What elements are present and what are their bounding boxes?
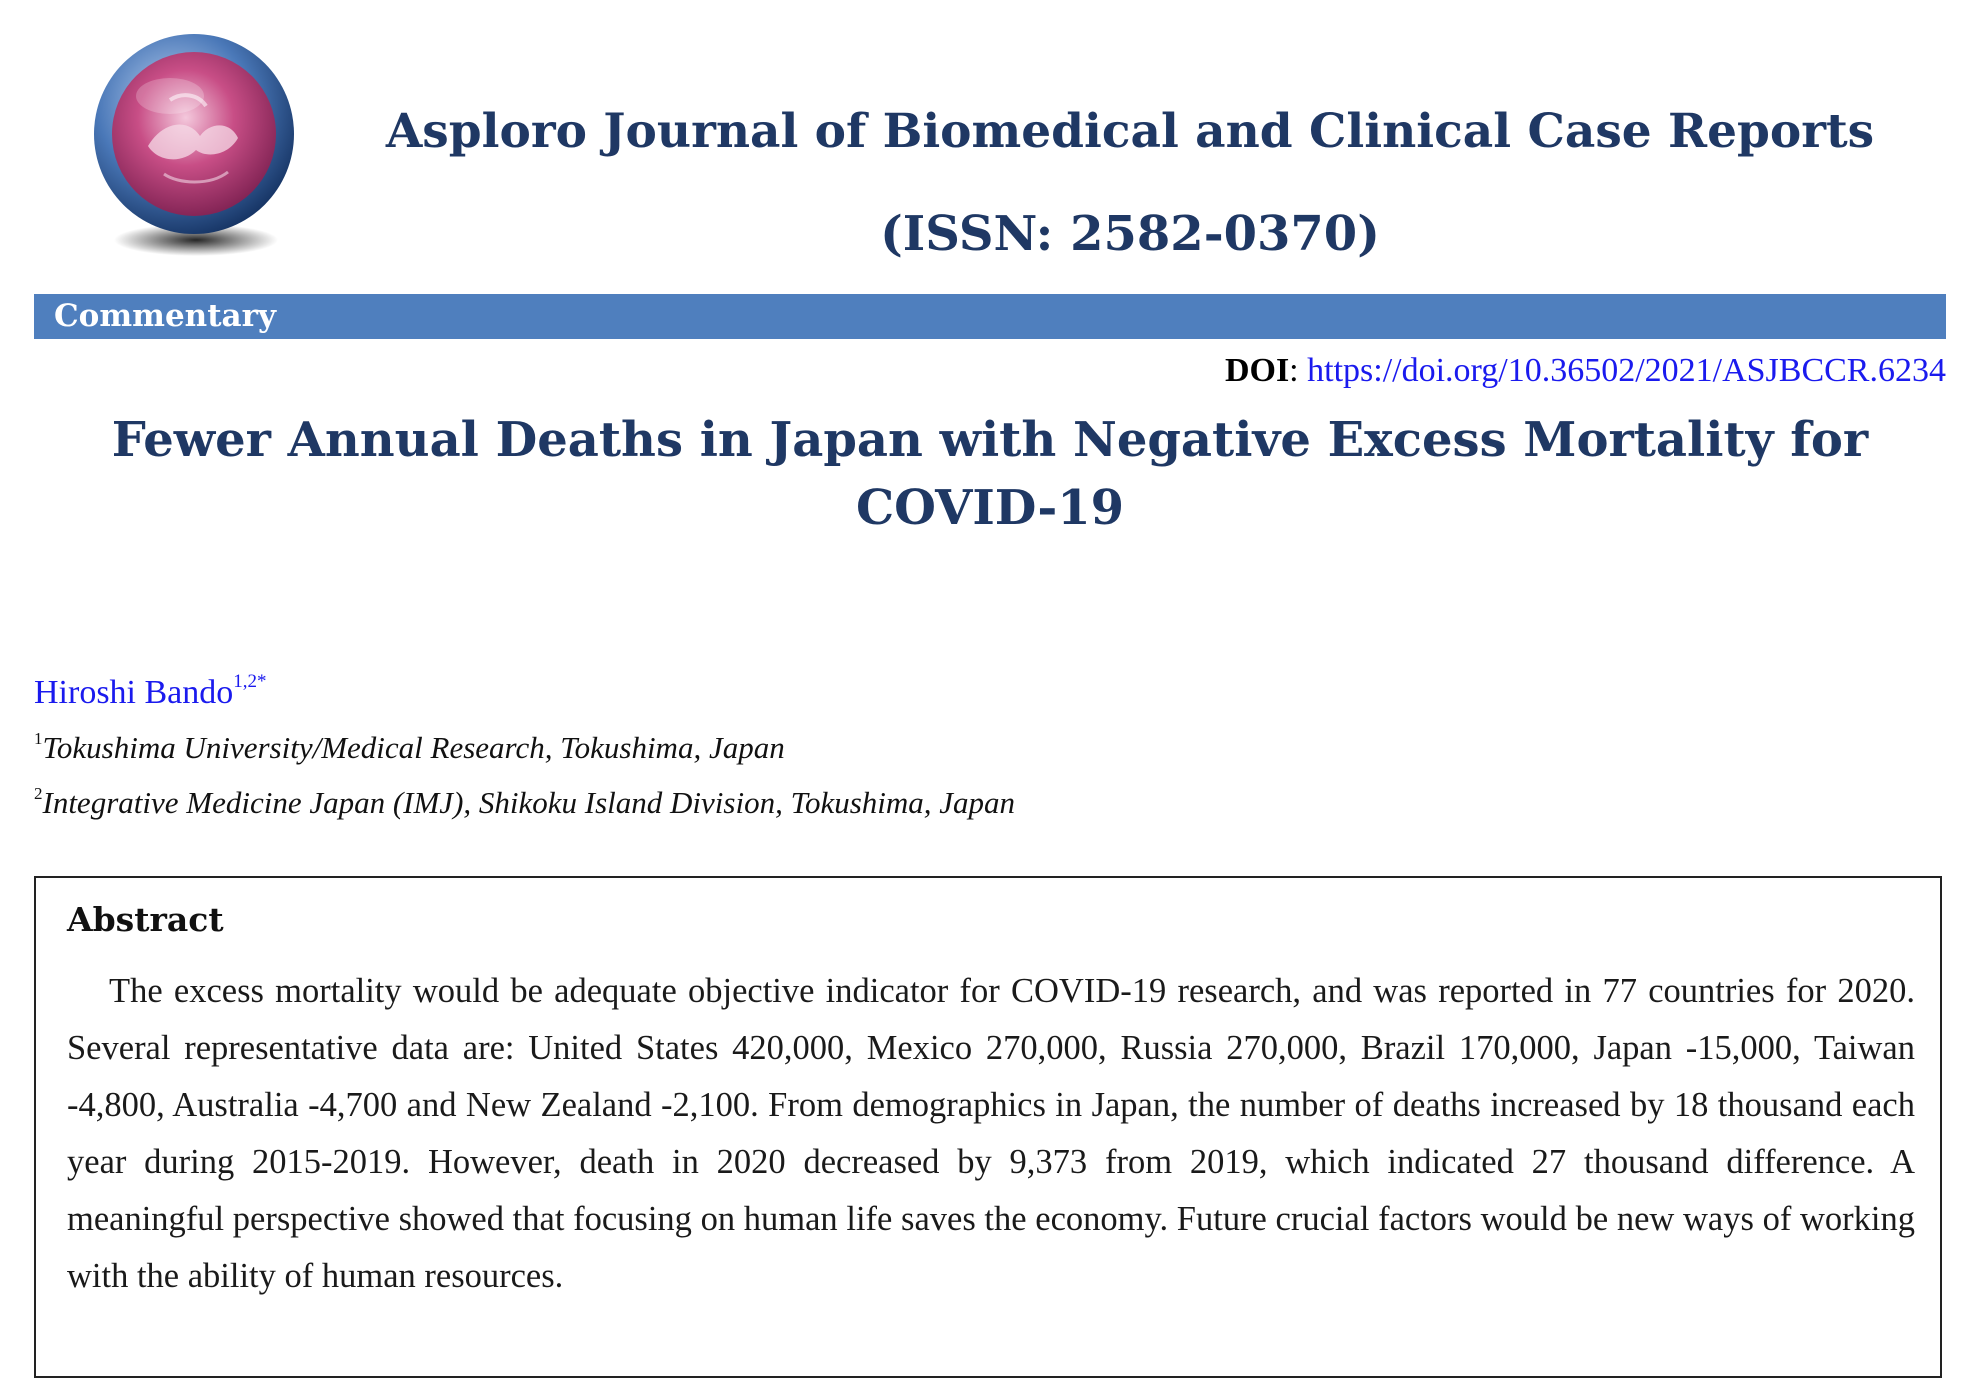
affiliation-1 — [34, 729, 785, 766]
affiliation-2 — [34, 784, 1015, 821]
journal-name: Asploro Journal of Biomedical and Clinical Case Reports — [385, 104, 1875, 159]
abstract-heading: Abstract — [67, 900, 224, 939]
doi-line — [1225, 352, 1946, 390]
author[interactable] — [34, 671, 267, 712]
abstract-text: The excess mortality would be adequate objective indicator for COVID-19 research, and was reported in 77 countries for 2020. Several representative data are: United States 420,000, Mexico 270,000, Russia 270,000, Brazil 170,000, Japan -15,000, Taiwan -4,800, Australia -4,700 and New Zealand -2,100. From demographics in Japan, the number of deaths increased by 18 thousand each year during 2015-2019. However, death in 2020 decreased by 9,373 from 2019, which indicated 27 thousand difference. A meaningful perspective showed that focusing on human life saves the economy. Future crucial factors would be new ways of working with the ability of human resources. — [67, 972, 1915, 1295]
abstract-box — [34, 876, 1942, 1378]
article-type-label: Commentary — [54, 298, 276, 334]
journal-globe-logo-icon — [78, 26, 310, 258]
doi-separator: : — [1289, 352, 1299, 389]
journal-issn: (ISSN: 2582-0370) — [880, 206, 1380, 262]
article-title — [34, 406, 1946, 542]
affiliation-1-marker: 1 — [34, 729, 43, 748]
author-affiliation-markers: 1,2* — [233, 671, 267, 692]
doi-label: DOI — [1224, 352, 1290, 389]
affiliation-1-text: Tokushima University/Medical Research, Tokushima, Japan — [42, 730, 785, 765]
affiliation-2-marker: 2 — [34, 784, 43, 803]
article-type-bar — [34, 294, 1946, 339]
author-name[interactable]: Hiroshi Bando — [34, 674, 234, 711]
article-title-line-1: Fewer Annual Deaths in Japan with Negative Excess Mortality for — [111, 412, 1869, 468]
affiliation-2-text: Integrative Medicine Japan (IMJ), Shikoku Island Division, Tokushima, Japan — [42, 785, 1016, 820]
doi-link[interactable]: https://doi.org/10.36502/2021/ASJBCCR.6234 — [1307, 352, 1946, 389]
article-title-line-2: COVID-19 — [855, 480, 1125, 536]
